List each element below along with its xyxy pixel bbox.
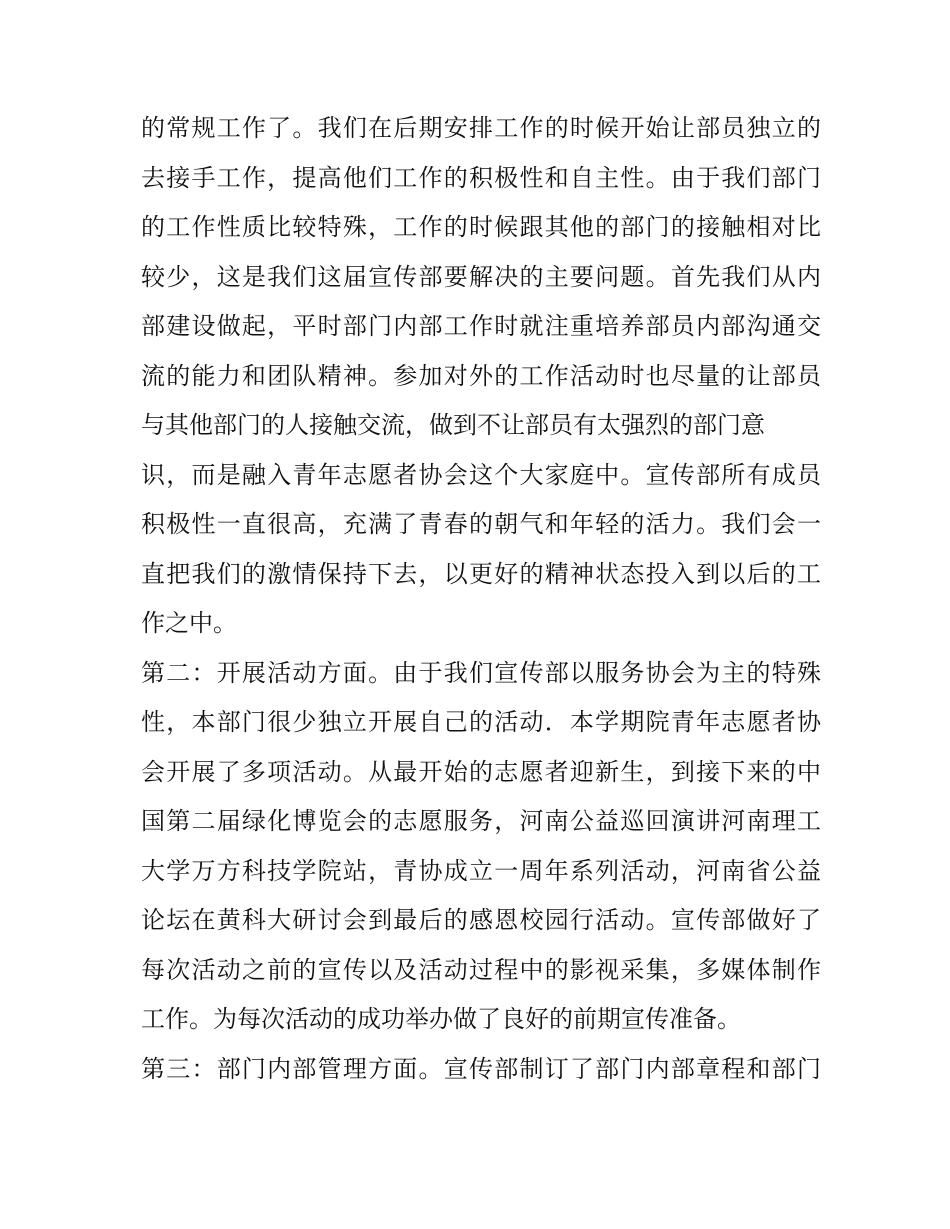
- text-line: 与其他部门的人接触交流，做到不让部员有太强烈的部门意: [141, 411, 765, 439]
- text-line: 会开展了多项活动。从最开始的志愿者迎新生，到接下来的中: [141, 757, 821, 786]
- text-line: 的工作性质比较特殊，工作的时候跟其他的部门的接触相对比: [141, 213, 821, 241]
- text-line: 第三：部门内部管理方面。宣传部制订了部门内部章程和部门: [141, 1054, 821, 1083]
- text-line: 识，而是融入青年志愿者协会这个大家庭中。宣传部所有成员: [141, 460, 821, 489]
- body-text: [141, 104, 821, 1094]
- text-line: 性，本部门很少独立开展自己的活动．本学期院青年志愿者协: [141, 708, 821, 736]
- text-line: 直把我们的激情保持下去，以更好的精神状态投入到以后的工: [141, 559, 821, 588]
- text-line: 部建设做起，平时部门内部工作时就注重培养部员内部沟通交: [141, 312, 821, 340]
- text-line: 每次活动之前的宣传以及活动过程中的影视采集，多媒体制作: [141, 955, 821, 984]
- text-line: 论坛在黄科大研讨会到最后的感恩校园行活动。宣传部做好了: [141, 906, 821, 934]
- text-line: 国第二届绿化博览会的志愿服务，河南公益巡回演讲河南理工: [141, 807, 821, 835]
- text-line: 较少，这是我们这届宣传部要解决的主要问题。首先我们从内: [141, 262, 821, 291]
- text-line: 工作。为每次活动的成功举办做了良好的前期宣传准备。: [141, 1005, 741, 1033]
- text-line: 第二：开展活动方面。由于我们宣传部以服务协会为主的特殊: [141, 658, 821, 687]
- text-line: 积极性一直很高，充满了青春的朝气和年轻的活力。我们会一: [141, 510, 821, 538]
- text-line: 流的能力和团队精神。参加对外的工作活动时也尽量的让部员: [141, 361, 821, 390]
- text-line: 作之中。: [141, 609, 237, 637]
- text-line: 的常规工作了。我们在后期安排工作的时候开始让部员独立的: [141, 114, 821, 142]
- text-line: 大学万方科技学院站，青协成立一周年系列活动，河南省公益: [141, 856, 821, 885]
- text-line: 去接手工作，提高他们工作的积极性和自主性。由于我们部门: [141, 163, 821, 192]
